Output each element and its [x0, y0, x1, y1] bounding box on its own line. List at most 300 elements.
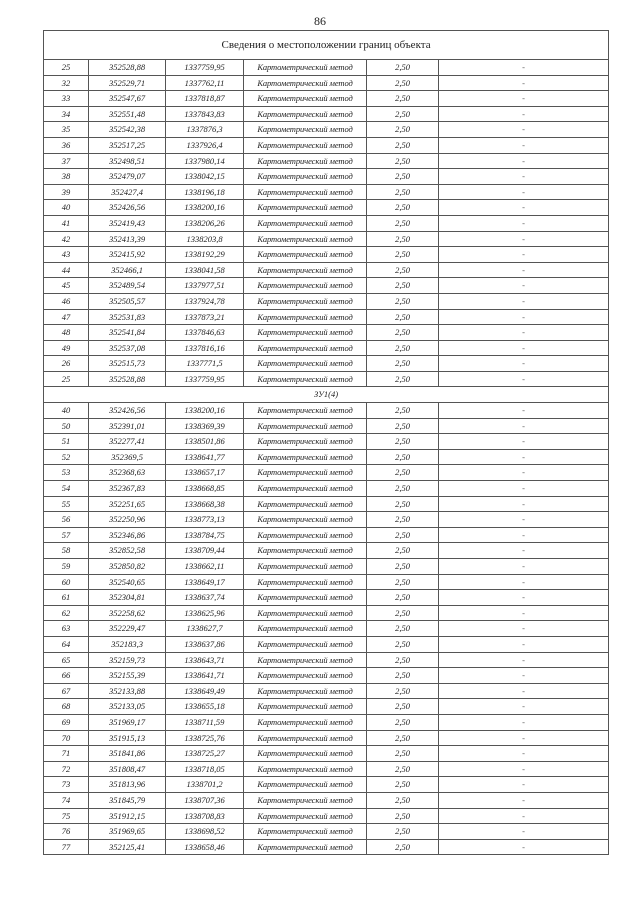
x-coordinate-cell: 352541,84	[89, 325, 166, 341]
table-row	[44, 574, 609, 590]
point-number-cell: 25	[44, 371, 89, 387]
x-coordinate-cell: 351915,13	[89, 730, 166, 746]
x-coordinate-cell: 352540,65	[89, 574, 166, 590]
method-cell: Картометрический метод	[244, 652, 367, 668]
description-cell: -	[439, 824, 609, 840]
description-cell: -	[439, 200, 609, 216]
y-coordinate-cell: 1338627,7	[166, 621, 244, 637]
description-cell: -	[439, 481, 609, 497]
description-cell: -	[439, 792, 609, 808]
description-cell: -	[439, 512, 609, 528]
point-number-cell: 75	[44, 808, 89, 824]
y-coordinate-cell: 1338668,85	[166, 481, 244, 497]
point-number-cell: 36	[44, 137, 89, 153]
method-cell: Картометрический метод	[244, 777, 367, 793]
accuracy-cell: 2,50	[367, 356, 439, 372]
accuracy-cell: 2,50	[367, 636, 439, 652]
x-coordinate-cell: 352551,48	[89, 106, 166, 122]
x-coordinate-cell: 352547,67	[89, 91, 166, 107]
x-coordinate-cell: 351969,65	[89, 824, 166, 840]
y-coordinate-cell: 1338192,29	[166, 247, 244, 263]
y-coordinate-cell: 1338709,44	[166, 543, 244, 559]
accuracy-cell: 2,50	[367, 200, 439, 216]
accuracy-cell: 2,50	[367, 777, 439, 793]
point-number-cell: 41	[44, 215, 89, 231]
y-coordinate-cell: 1337771,5	[166, 356, 244, 372]
table-row	[44, 75, 609, 91]
description-cell: -	[439, 559, 609, 575]
description-cell: -	[439, 652, 609, 668]
description-cell: -	[439, 761, 609, 777]
description-cell: -	[439, 730, 609, 746]
page-number: 86	[314, 14, 326, 28]
description-cell: -	[439, 340, 609, 356]
point-number-cell: 71	[44, 746, 89, 762]
x-coordinate-cell: 352489,54	[89, 278, 166, 294]
y-coordinate-cell: 1338784,75	[166, 527, 244, 543]
point-number-cell: 56	[44, 512, 89, 528]
accuracy-cell: 2,50	[367, 106, 439, 122]
table-row	[44, 200, 609, 216]
point-number-cell: 72	[44, 761, 89, 777]
accuracy-cell: 2,50	[367, 699, 439, 715]
method-cell: Картометрический метод	[244, 309, 367, 325]
y-coordinate-cell: 1338501,86	[166, 434, 244, 450]
x-coordinate-cell: 352183,3	[89, 636, 166, 652]
table-row	[44, 418, 609, 434]
y-coordinate-cell: 1337873,21	[166, 309, 244, 325]
table-row	[44, 668, 609, 684]
table-row	[44, 527, 609, 543]
method-cell: Картометрический метод	[244, 668, 367, 684]
table-row	[44, 106, 609, 122]
x-coordinate-cell: 352531,83	[89, 309, 166, 325]
description-cell: -	[439, 574, 609, 590]
x-coordinate-cell: 351813,96	[89, 777, 166, 793]
y-coordinate-cell: 1338658,46	[166, 839, 244, 855]
y-coordinate-cell: 1337762,11	[166, 75, 244, 91]
y-coordinate-cell: 1338725,76	[166, 730, 244, 746]
accuracy-cell: 2,50	[367, 418, 439, 434]
table-row	[44, 792, 609, 808]
description-cell: -	[439, 184, 609, 200]
x-coordinate-cell: 352346,86	[89, 527, 166, 543]
description-cell: -	[439, 543, 609, 559]
x-coordinate-cell: 352426,56	[89, 200, 166, 216]
accuracy-cell: 2,50	[367, 91, 439, 107]
x-coordinate-cell: 352427,4	[89, 184, 166, 200]
point-number-cell: 67	[44, 683, 89, 699]
method-cell: Картометрический метод	[244, 746, 367, 762]
x-coordinate-cell: 352415,92	[89, 247, 166, 263]
description-cell: -	[439, 746, 609, 762]
method-cell: Картометрический метод	[244, 636, 367, 652]
table-row	[44, 714, 609, 730]
method-cell: Картометрический метод	[244, 356, 367, 372]
table-row	[44, 730, 609, 746]
x-coordinate-cell: 352537,08	[89, 340, 166, 356]
description-cell: -	[439, 325, 609, 341]
point-number-cell: 61	[44, 590, 89, 606]
table-row	[44, 262, 609, 278]
table-row	[44, 449, 609, 465]
x-coordinate-cell: 352258,62	[89, 605, 166, 621]
table-row	[44, 153, 609, 169]
table-row	[44, 184, 609, 200]
description-cell: -	[439, 122, 609, 138]
accuracy-cell: 2,50	[367, 683, 439, 699]
description-cell: -	[439, 403, 609, 419]
point-number-cell: 62	[44, 605, 89, 621]
method-cell: Картометрический метод	[244, 153, 367, 169]
accuracy-cell: 2,50	[367, 465, 439, 481]
table-row	[44, 590, 609, 606]
accuracy-cell: 2,50	[367, 590, 439, 606]
y-coordinate-cell: 1337759,95	[166, 371, 244, 387]
table-row	[44, 122, 609, 138]
method-cell: Картометрический метод	[244, 247, 367, 263]
description-cell: -	[439, 449, 609, 465]
method-cell: Картометрический метод	[244, 824, 367, 840]
y-coordinate-cell: 1337759,95	[166, 60, 244, 76]
x-coordinate-cell: 352850,82	[89, 559, 166, 575]
accuracy-cell: 2,50	[367, 403, 439, 419]
accuracy-cell: 2,50	[367, 325, 439, 341]
x-coordinate-cell: 352368,63	[89, 465, 166, 481]
method-cell: Картометрический метод	[244, 137, 367, 153]
method-cell: Картометрический метод	[244, 60, 367, 76]
accuracy-cell: 2,50	[367, 605, 439, 621]
x-coordinate-cell: 351969,17	[89, 714, 166, 730]
description-cell: -	[439, 356, 609, 372]
description-cell: -	[439, 137, 609, 153]
accuracy-cell: 2,50	[367, 247, 439, 263]
accuracy-cell: 2,50	[367, 824, 439, 840]
point-number-cell: 40	[44, 200, 89, 216]
table-row	[44, 356, 609, 372]
table-row	[44, 683, 609, 699]
x-coordinate-cell: 351808,47	[89, 761, 166, 777]
accuracy-cell: 2,50	[367, 340, 439, 356]
x-coordinate-cell: 352391,01	[89, 418, 166, 434]
x-coordinate-cell: 352542,38	[89, 122, 166, 138]
method-cell: Картометрический метод	[244, 262, 367, 278]
point-number-cell: 74	[44, 792, 89, 808]
x-coordinate-cell: 352419,43	[89, 215, 166, 231]
accuracy-cell: 2,50	[367, 714, 439, 730]
y-coordinate-cell: 1338649,49	[166, 683, 244, 699]
description-cell: -	[439, 621, 609, 637]
accuracy-cell: 2,50	[367, 434, 439, 450]
point-number-cell: 26	[44, 356, 89, 372]
point-number-cell: 32	[44, 75, 89, 91]
point-number-cell: 64	[44, 636, 89, 652]
x-coordinate-cell: 352852,58	[89, 543, 166, 559]
x-coordinate-cell: 352505,57	[89, 293, 166, 309]
description-cell: -	[439, 106, 609, 122]
method-cell: Картометрический метод	[244, 231, 367, 247]
method-cell: Картометрический метод	[244, 512, 367, 528]
accuracy-cell: 2,50	[367, 559, 439, 575]
method-cell: Картометрический метод	[244, 761, 367, 777]
point-number-cell: 70	[44, 730, 89, 746]
x-coordinate-cell: 351845,79	[89, 792, 166, 808]
accuracy-cell: 2,50	[367, 746, 439, 762]
description-cell: -	[439, 60, 609, 76]
x-coordinate-cell: 352133,88	[89, 683, 166, 699]
description-cell: -	[439, 808, 609, 824]
method-cell: Картометрический метод	[244, 574, 367, 590]
description-cell: -	[439, 465, 609, 481]
section-row	[44, 387, 609, 403]
point-number-cell: 65	[44, 652, 89, 668]
accuracy-cell: 2,50	[367, 808, 439, 824]
table-row	[44, 761, 609, 777]
point-number-cell: 38	[44, 169, 89, 185]
description-cell: -	[439, 496, 609, 512]
method-cell: Картометрический метод	[244, 714, 367, 730]
point-number-cell: 44	[44, 262, 89, 278]
point-number-cell: 68	[44, 699, 89, 715]
point-number-cell: 33	[44, 91, 89, 107]
description-cell: -	[439, 231, 609, 247]
description-cell: -	[439, 169, 609, 185]
point-number-cell: 45	[44, 278, 89, 294]
x-coordinate-cell: 352367,83	[89, 481, 166, 497]
description-cell: -	[439, 668, 609, 684]
method-cell: Картометрический метод	[244, 730, 367, 746]
point-number-cell: 55	[44, 496, 89, 512]
method-cell: Картометрический метод	[244, 449, 367, 465]
accuracy-cell: 2,50	[367, 169, 439, 185]
method-cell: Картометрический метод	[244, 839, 367, 855]
table-header-row	[44, 31, 609, 60]
table-row	[44, 652, 609, 668]
table-row	[44, 60, 609, 76]
description-cell: -	[439, 75, 609, 91]
point-number-cell: 46	[44, 293, 89, 309]
accuracy-cell: 2,50	[367, 60, 439, 76]
point-number-cell: 50	[44, 418, 89, 434]
table-row	[44, 465, 609, 481]
table-row	[44, 403, 609, 419]
y-coordinate-cell: 1337924,78	[166, 293, 244, 309]
method-cell: Картометрический метод	[244, 605, 367, 621]
boundary-coordinates-table	[43, 30, 609, 855]
y-coordinate-cell: 1337816,16	[166, 340, 244, 356]
accuracy-cell: 2,50	[367, 839, 439, 855]
y-coordinate-cell: 1338637,86	[166, 636, 244, 652]
y-coordinate-cell: 1337977,51	[166, 278, 244, 294]
method-cell: Картометрический метод	[244, 325, 367, 341]
table-row	[44, 636, 609, 652]
accuracy-cell: 2,50	[367, 512, 439, 528]
method-cell: Картометрический метод	[244, 699, 367, 715]
point-number-cell: 53	[44, 465, 89, 481]
y-coordinate-cell: 1338707,36	[166, 792, 244, 808]
y-coordinate-cell: 1338641,71	[166, 668, 244, 684]
method-cell: Картометрический метод	[244, 590, 367, 606]
table-row	[44, 746, 609, 762]
y-coordinate-cell: 1338701,2	[166, 777, 244, 793]
table-row	[44, 137, 609, 153]
method-cell: Картометрический метод	[244, 106, 367, 122]
method-cell: Картометрический метод	[244, 621, 367, 637]
x-coordinate-cell: 352250,96	[89, 512, 166, 528]
y-coordinate-cell: 1338042,15	[166, 169, 244, 185]
table-row	[44, 231, 609, 247]
accuracy-cell: 2,50	[367, 652, 439, 668]
method-cell: Картометрический метод	[244, 403, 367, 419]
x-coordinate-cell: 352498,51	[89, 153, 166, 169]
point-number-cell: 73	[44, 777, 89, 793]
x-coordinate-cell: 352466,1	[89, 262, 166, 278]
method-cell: Картометрический метод	[244, 75, 367, 91]
table-row	[44, 605, 609, 621]
method-cell: Картометрический метод	[244, 418, 367, 434]
x-coordinate-cell: 352528,88	[89, 60, 166, 76]
point-number-cell: 52	[44, 449, 89, 465]
y-coordinate-cell: 1338711,59	[166, 714, 244, 730]
accuracy-cell: 2,50	[367, 278, 439, 294]
table-row	[44, 169, 609, 185]
y-coordinate-cell: 1338643,71	[166, 652, 244, 668]
table-row	[44, 481, 609, 497]
accuracy-cell: 2,50	[367, 371, 439, 387]
accuracy-cell: 2,50	[367, 137, 439, 153]
y-coordinate-cell: 1337843,83	[166, 106, 244, 122]
point-number-cell: 60	[44, 574, 89, 590]
x-coordinate-cell: 352529,71	[89, 75, 166, 91]
accuracy-cell: 2,50	[367, 481, 439, 497]
method-cell: Картометрический метод	[244, 293, 367, 309]
x-coordinate-cell: 352304,81	[89, 590, 166, 606]
method-cell: Картометрический метод	[244, 184, 367, 200]
description-cell: -	[439, 714, 609, 730]
point-number-cell: 57	[44, 527, 89, 543]
description-cell: -	[439, 699, 609, 715]
x-coordinate-cell: 352159,73	[89, 652, 166, 668]
table-row	[44, 512, 609, 528]
accuracy-cell: 2,50	[367, 527, 439, 543]
point-number-cell: 63	[44, 621, 89, 637]
y-coordinate-cell: 1338203,8	[166, 231, 244, 247]
x-coordinate-cell: 352125,41	[89, 839, 166, 855]
y-coordinate-cell: 1338196,18	[166, 184, 244, 200]
accuracy-cell: 2,50	[367, 215, 439, 231]
method-cell: Картометрический метод	[244, 792, 367, 808]
method-cell: Картометрический метод	[244, 122, 367, 138]
point-number-cell: 47	[44, 309, 89, 325]
y-coordinate-cell: 1338200,16	[166, 200, 244, 216]
method-cell: Картометрический метод	[244, 169, 367, 185]
y-coordinate-cell: 1337818,87	[166, 91, 244, 107]
y-coordinate-cell: 1338649,17	[166, 574, 244, 590]
point-number-cell: 43	[44, 247, 89, 263]
x-coordinate-cell: 352133,05	[89, 699, 166, 715]
description-cell: -	[439, 371, 609, 387]
x-coordinate-cell: 352528,88	[89, 371, 166, 387]
y-coordinate-cell: 1338657,17	[166, 465, 244, 481]
description-cell: -	[439, 777, 609, 793]
x-coordinate-cell: 352155,39	[89, 668, 166, 684]
description-cell: -	[439, 215, 609, 231]
point-number-cell: 58	[44, 543, 89, 559]
table-row	[44, 699, 609, 715]
method-cell: Картометрический метод	[244, 543, 367, 559]
method-cell: Картометрический метод	[244, 434, 367, 450]
accuracy-cell: 2,50	[367, 730, 439, 746]
table-row	[44, 309, 609, 325]
description-cell: -	[439, 153, 609, 169]
method-cell: Картометрический метод	[244, 371, 367, 387]
description-cell: -	[439, 309, 609, 325]
description-cell: -	[439, 247, 609, 263]
description-cell: -	[439, 605, 609, 621]
table-row	[44, 215, 609, 231]
method-cell: Картометрический метод	[244, 278, 367, 294]
point-number-cell: 25	[44, 60, 89, 76]
x-coordinate-cell: 351841,86	[89, 746, 166, 762]
table-row	[44, 91, 609, 107]
description-cell: -	[439, 636, 609, 652]
x-coordinate-cell: 352369,5	[89, 449, 166, 465]
x-coordinate-cell: 352479,07	[89, 169, 166, 185]
table-row	[44, 340, 609, 356]
y-coordinate-cell: 1338662,11	[166, 559, 244, 575]
y-coordinate-cell: 1338200,16	[166, 403, 244, 419]
accuracy-cell: 2,50	[367, 543, 439, 559]
point-number-cell: 35	[44, 122, 89, 138]
accuracy-cell: 2,50	[367, 574, 439, 590]
table-row	[44, 559, 609, 575]
point-number-cell: 59	[44, 559, 89, 575]
table-row	[44, 808, 609, 824]
y-coordinate-cell: 1338369,39	[166, 418, 244, 434]
point-number-cell: 69	[44, 714, 89, 730]
accuracy-cell: 2,50	[367, 496, 439, 512]
description-cell: -	[439, 590, 609, 606]
accuracy-cell: 2,50	[367, 153, 439, 169]
y-coordinate-cell: 1338637,74	[166, 590, 244, 606]
description-cell: -	[439, 839, 609, 855]
method-cell: Картометрический метод	[244, 481, 367, 497]
method-cell: Картометрический метод	[244, 215, 367, 231]
point-number-cell: 54	[44, 481, 89, 497]
x-coordinate-cell: 352426,56	[89, 403, 166, 419]
description-cell: -	[439, 278, 609, 294]
accuracy-cell: 2,50	[367, 668, 439, 684]
table-row	[44, 496, 609, 512]
accuracy-cell: 2,50	[367, 309, 439, 325]
y-coordinate-cell: 1338773,13	[166, 512, 244, 528]
point-number-cell: 34	[44, 106, 89, 122]
table-row	[44, 278, 609, 294]
method-cell: Картометрический метод	[244, 559, 367, 575]
point-number-cell: 39	[44, 184, 89, 200]
method-cell: Картометрический метод	[244, 496, 367, 512]
y-coordinate-cell: 1337980,14	[166, 153, 244, 169]
x-coordinate-cell: 352517,25	[89, 137, 166, 153]
y-coordinate-cell: 1338698,52	[166, 824, 244, 840]
description-cell: -	[439, 418, 609, 434]
description-cell: -	[439, 293, 609, 309]
x-coordinate-cell: 352413,39	[89, 231, 166, 247]
y-coordinate-cell: 1337846,63	[166, 325, 244, 341]
method-cell: Картометрический метод	[244, 340, 367, 356]
y-coordinate-cell: 1338725,27	[166, 746, 244, 762]
point-number-cell: 77	[44, 839, 89, 855]
